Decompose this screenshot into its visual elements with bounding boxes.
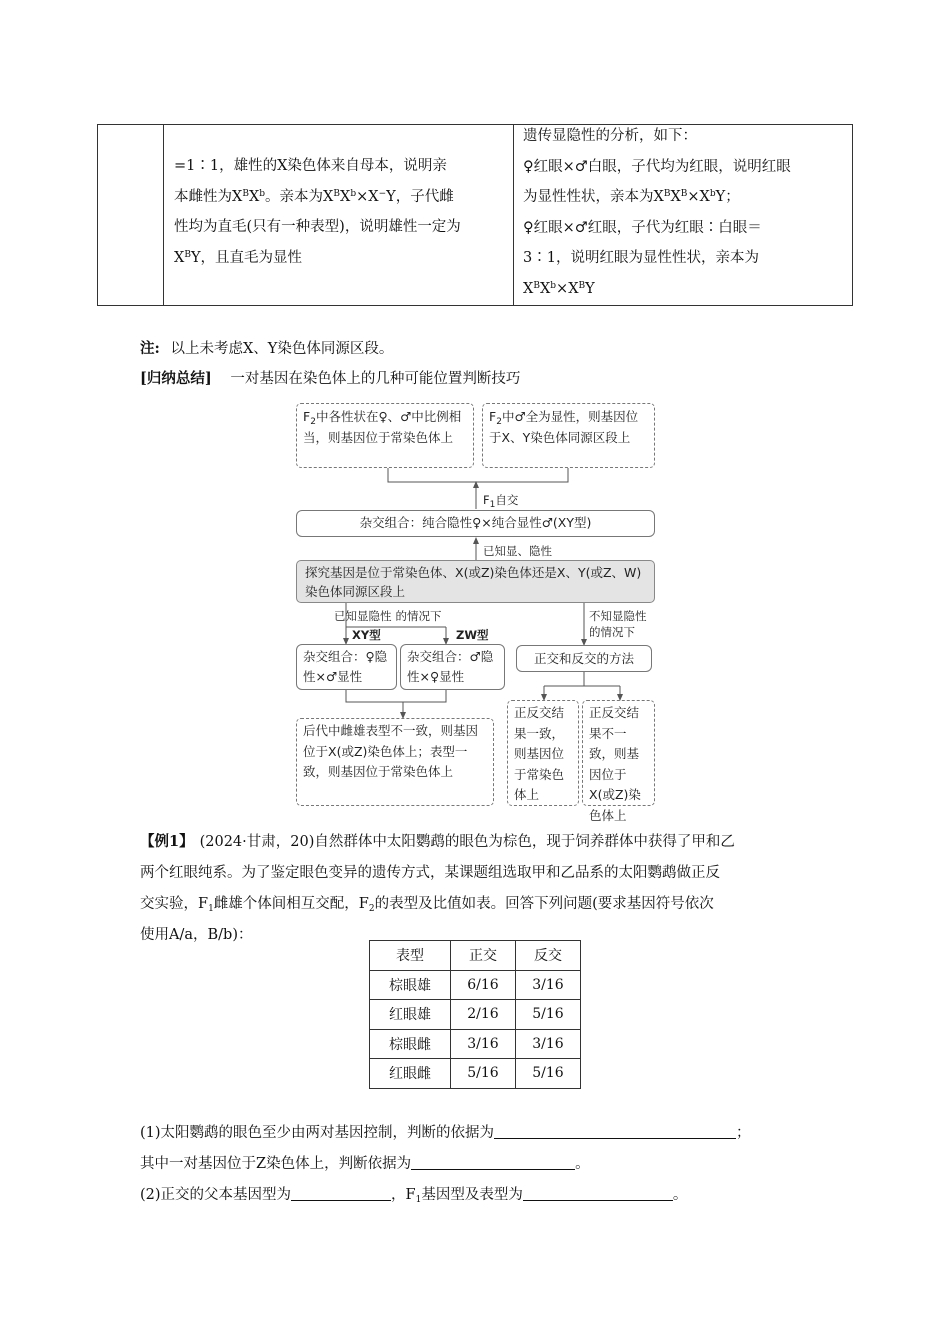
table-cell: 6/16 [451,970,516,1000]
table-cell: 2/16 [451,1000,516,1030]
box-reciprocal: 正交和反交的方法 [516,645,652,672]
label-unknown: 不知显隐性 的情况下 [589,609,647,639]
cell-line: 为显性性状，亲本为$X^BX^B\times X^bY$； [523,189,740,205]
header-cell: 正交 [451,941,516,971]
answer-blank[interactable] [411,1155,575,1170]
box-main-question: 探究基因是位于常染色体、X(或Z)染色体还是X、Y(或Z、W)染色体同源区段上 [296,560,655,603]
table-cell: 棕眼雄 [370,970,451,1000]
cell-line: 本雌性为$X^BX^b$。亲本为$X^BX^b\times X^-Y$，子代雌 [174,188,454,205]
box-result-left: 后代中雌雄表型不一致，则基因位于X(或Z)染色体上；表型一致，则基因位于常染色体上 [296,718,494,806]
box-cross-a: 杂交组合：♀隐性×♂显性 [296,644,397,690]
table-cell: 3/16 [516,970,581,1000]
answer-blank[interactable] [494,1124,736,1139]
box-result-diff: 正反交结果不一致，则基因位于X(或Z)染色体上 [582,700,655,806]
label-xy-type: XY型 [352,628,381,642]
cell-line: $X^BX^b\times X^BY$ [523,280,595,297]
label-f1-self: $F_1$自交 [483,493,519,510]
summary-label: [归纳总结] [140,370,212,387]
example-line: 使用A/a，B/b)： [140,927,253,943]
table-cell: 5/16 [516,1059,581,1089]
table-cell: 红眼雄 [370,1000,451,1030]
cell-line: 性均为直毛(只有一种表型)，说明雄性一定为 [174,219,461,235]
question-1a: (1)太阳鹦鹉的眼色至少由两对基因控制，判断的依据为 ； [140,1125,751,1141]
phenotype-table [369,940,581,1089]
answer-blank[interactable] [291,1186,391,1201]
example-line: 两个红眼纯系。为了鉴定眼色变异的遗传方式，某课题组选取甲和乙品系的太阳鹦鹉做正反 [140,865,720,881]
note-label: 注: [140,340,160,357]
box-autosome: $F_2$中各性状在♀、♂中比例相当，则基因位于常染色体上 [296,403,474,468]
label-zw-type: ZW型 [456,628,489,642]
label-known-left: 已知显隐性 的情况下 [334,609,442,623]
header-cell: 表型 [370,941,451,971]
cell-line: 遗传显隐性的分析，如下： [523,128,697,144]
box-cross: 杂交组合：纯合隐性♀×纯合显性♂(XY型) [296,510,655,537]
label-known-dominance: 已知显、隐性 [483,544,552,558]
summary-text: 一对基因在染色体上的几种可能位置判断技巧 [230,371,521,387]
answer-blank[interactable] [523,1186,673,1201]
table-row [370,1059,581,1089]
table-cell: 棕眼雌 [370,1029,451,1059]
table-row [370,1029,581,1059]
cell-line: 3∶1，说明红眼为显性性状，亲本为 [523,250,759,266]
box-xy-homolog: $F_2$中♂全为显性，则基因位于X、Y染色体同源区段上 [482,403,655,468]
box-cross-b: 杂交组合：♂隐性×♀显性 [400,644,505,690]
table-cell: 5/16 [516,1000,581,1030]
box-result-same: 正反交结果一致，则基因位于常染色体上 [507,700,579,806]
table-row [370,1000,581,1030]
cell-line: ♀红眼×♂白眼，子代均为红眼，说明红眼 [523,158,791,175]
header-cell: 反交 [516,941,581,971]
question-1b: 其中一对基因位于Z染色体上，判断依据为 。 [140,1156,590,1172]
cell-line: $X^BY$，且直毛为显性 [174,249,303,266]
table-cell: 5/16 [451,1059,516,1089]
example-line: 【例1】 (2024·甘肃，20)自然群体中太阳鹦鹉的眼色为棕色，现于饲养群体中获得了甲和乙 [140,833,735,850]
table-cell: 3/16 [516,1029,581,1059]
example-line: 交实验，$F_1$雌雄个体间相互交配，$F_2$的表型及比值如表。回答下列问题(要求基因符号依次 [140,896,714,914]
table-header-row [370,941,581,971]
cell-line: =1∶1，雄性的X染色体来自母本，说明亲 [174,158,447,174]
note-text: 以上未考虑X、Y染色体同源区段。 [170,341,394,357]
example-paragraph [140,826,735,951]
cell-line: ♀红眼×♂红眼，子代为红眼∶白眼＝ [523,219,762,236]
question-2: (2)正交的父本基因型为 ，$F_1$基因型及表型为 。 [140,1187,688,1205]
table-cell: 红眼雌 [370,1059,451,1089]
table-row [370,970,581,1000]
table-cell: 3/16 [451,1029,516,1059]
